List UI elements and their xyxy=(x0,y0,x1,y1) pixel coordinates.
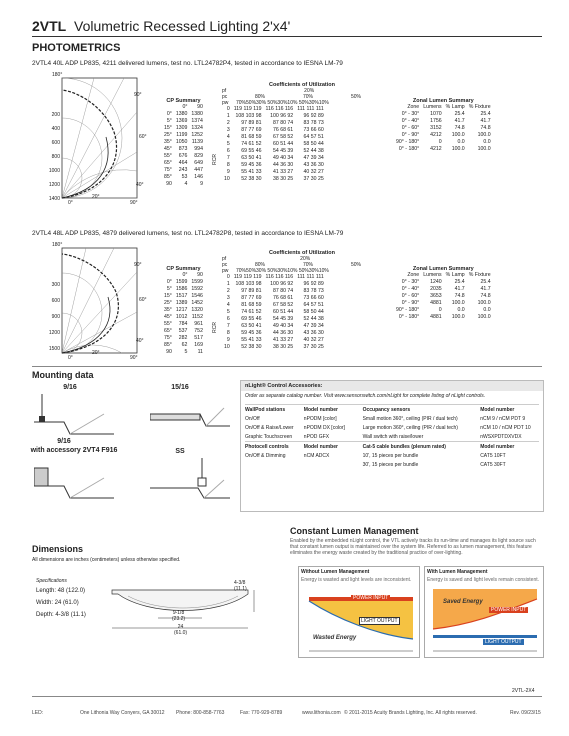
photometrics-title: PHOTOMETRICS xyxy=(32,42,121,54)
dim-24: 24 xyxy=(177,624,184,630)
zonal-row: 0° - 30° 1070 25.4 25.4 xyxy=(401,111,491,117)
cp-table-1 xyxy=(162,104,205,188)
table-header: 0° 90 xyxy=(182,272,203,278)
footer-led: LED: xyxy=(32,710,44,716)
spec-length: Length: 48 (122.0) xyxy=(36,588,86,594)
controls-row: On/Off & Raise/Lower nPODM DX [color] Large motion 360°, ceiling (PIR / dual tech) nCM 10 / nCM PDT 10 xyxy=(245,424,531,431)
cp-row: 25° 1389 1452 xyxy=(164,300,203,306)
radial-labels-1: 200 400 600 800 1000 1200 1400 xyxy=(48,112,60,202)
cu-row: 5 74 61 52 60 51 44 58 50 44 xyxy=(226,309,324,315)
controls-row: Graphic Touchscreen nPOD GFX Wall switch with raise/lower nWSXPDTDXVDX xyxy=(245,433,522,440)
cp-row: 35° 1217 1320 xyxy=(164,307,203,313)
cp-row: 0° 1380 1380 xyxy=(166,111,203,117)
footer-rule xyxy=(32,696,542,697)
footer-fax: Fax: 770-929-8789 xyxy=(240,710,283,716)
header-rule xyxy=(32,36,542,37)
zonal-row: 0° - 180° 4881 100.0 100.0 xyxy=(398,314,491,320)
polar-axis-40: 40° xyxy=(136,182,144,188)
cp-row: 35° 1050 1139 xyxy=(164,139,203,145)
cu-row: 6 69 55 46 54 45 39 52 44 38 xyxy=(226,148,324,154)
cp-row: 0° 1599 1599 xyxy=(166,279,203,285)
cu-row: 8 59 45 36 44 36 30 43 36 30 xyxy=(226,330,324,336)
cu-row: 1 108 103 98 100 96 92 96 92 89 xyxy=(226,113,324,119)
mount-fig1-label: 9/16 xyxy=(63,384,77,391)
polar-axis-60: 60° xyxy=(139,134,147,140)
model-code: 2VTL xyxy=(32,18,67,34)
controls-title: nLight® Control Accessories: xyxy=(241,381,543,391)
specs-title: Specifications xyxy=(36,578,67,584)
cu-row: 2 97 89 81 87 80 74 83 78 73 xyxy=(226,120,324,126)
cp-row: 90 4 9 xyxy=(166,181,203,187)
polar-plot-1 xyxy=(44,72,147,207)
dimensions-note: All dimensions are inches (centimeters) unless otherwise specified. xyxy=(32,557,181,563)
controls-row: Photocell controls Model number Cat-5 cable bundles (plenum rated) Model number xyxy=(245,441,539,451)
clm-with-panel: With Lumen Management Energy is saved and light levels remain consistent. Saved Energy POWER INPUT LIGHT OUTPUT xyxy=(424,566,544,658)
mount-fig3 xyxy=(34,458,114,500)
controls-row: WallPod stations Model number Occupancy sensors Model number xyxy=(245,404,539,414)
cp-row: 5° 1586 1592 xyxy=(166,286,203,292)
cu-table-2: Coefficients of Utilization pf 20% pc 80% 70% 50% pw 70%50%30% 50%30%10% 50%30%10% 0 119 119 119 116 116 116 111 111 111 1 108 103 98 100 96 92 96 92 89 2 97 89 81 87 80 74 83 78 73 3 87 77 69 76 68 61 73 66 60 4 81 68 59 67 58 52 64 57 51 5 74 61 52 60 51 44 58 50 44 6 69 55 46 54 45 39 52 44 38 7 63 50 41 49 40 34 47 39 34 8 59 45 36 44 36 30 43 36 30 9 55 41 33 41 33 27 40 32 27 10 52 38 30 38 30 25 37 30 25 RCR xyxy=(212,250,361,350)
footer-revision: Rev. 09/23/15 xyxy=(510,710,541,716)
cu-row: 1 108 103 98 100 96 92 96 92 89 xyxy=(226,281,324,287)
cp-row: 65° 464 649 xyxy=(164,160,203,166)
cp-row: 90 5 11 xyxy=(166,349,203,355)
product-title: Volumetric Recessed Lighting 2'x4' xyxy=(74,18,291,34)
cu-row: 10 52 38 30 38 30 25 37 30 25 xyxy=(224,344,324,350)
cp-row: 85° 53 146 xyxy=(164,174,203,180)
cp-row: 85° 62 169 xyxy=(164,342,203,348)
footer-copyright: © 2011-2015 Acuity Brands Lighting, Inc. All rights reserved. xyxy=(344,710,477,716)
test2-description: 2VTL4 48L ADP LP835, 4879 delivered lumens, test no. LTL24782P8, tested in accordance to IESNA LM-79 xyxy=(32,230,344,237)
controls-subtitle: Order as separate catalog number. Visit www.sensorswitch.com/nLight for complete listing of nLight controls. xyxy=(245,393,486,399)
page-id: 2VTL-2X4 xyxy=(512,688,535,694)
dimensions-title: Dimensions xyxy=(32,544,84,554)
polar-axis-90b: 90° xyxy=(130,200,138,206)
zonal-summary-1: Zonal Lumen Summary Zone Lumens % Lamp % Fixture 0° - 30° 1070 25.4 25.4 0° - 40° 1756 41.7 41.7 0° - 60° 3152 74.8 74.8 0° - 90° 4212 100.0 100.0 90° - 180° 0 0.0 0.0 0° - 180° 4212 100.0 100.0 xyxy=(396,98,491,152)
cp-row: 55° 676 829 xyxy=(164,153,203,159)
cp-row: 25° 1199 1252 xyxy=(164,132,203,138)
cu-row: 2 97 89 81 87 80 74 83 78 73 xyxy=(226,288,324,294)
cu-row: 3 87 77 69 76 68 61 73 66 60 xyxy=(226,295,324,301)
zonal-row: 0° - 40° 1756 41.7 41.7 xyxy=(401,118,491,124)
footer-address: One Lithonia Way Conyers, GA 30012 xyxy=(80,710,165,716)
polar-axis-180: 180° xyxy=(52,72,63,78)
zonal-summary-2: Zonal Lumen Summary Zone Lumens % Lamp % Fixture 0° - 30° 1240 25.4 25.4 0° - 40° 2035 41.7 41.7 0° - 60° 3653 74.8 74.8 0° - 90° 4881 100.0 100.0 90° - 180° 0 0.0 0.0 0° - 180° 4881 100.0 100.0 xyxy=(396,266,491,320)
mount-fig4 xyxy=(150,458,230,500)
cu-row: 0 119 119 119 116 116 116 111 111 111 xyxy=(226,106,324,112)
spec-width: Width: 24 (61.0) xyxy=(36,600,79,606)
zonal-row: 0° - 180° 4212 100.0 100.0 xyxy=(398,146,491,152)
spec-depth: Depth: 4-3/8 (11.1) xyxy=(36,612,86,618)
cp-row: 15° 1309 1324 xyxy=(164,125,203,131)
zonal-row: 90° - 180° 0 0.0 0.0 xyxy=(396,307,491,313)
zonal-row: 0° - 90° 4212 100.0 100.0 xyxy=(401,132,491,138)
zonal-row: 0° - 90° 4881 100.0 100.0 xyxy=(401,300,491,306)
cu-row: 9 55 41 33 41 33 27 40 32 27 xyxy=(226,169,324,175)
zonal-row: 0° - 60° 3152 74.8 74.8 xyxy=(401,125,491,131)
radial-labels-2: 300 600 900 1200 1500 xyxy=(48,282,60,352)
polar-axis-20: 20° xyxy=(92,194,100,200)
mount-fig4-label: SS xyxy=(175,448,185,455)
controls-row: On/Off & Dimming nCM ADCX 10', 15 pieces per bundle CAT5 10FT xyxy=(245,452,506,459)
cu-row: 10 52 38 30 38 30 25 37 30 25 xyxy=(224,176,324,182)
cu-row: 8 59 45 36 44 36 30 43 36 30 xyxy=(226,162,324,168)
table-header: Zone Lumens % Lamp % Fixture xyxy=(407,104,491,110)
cp-summary-2: CP Summary 0° 90 0° 1599 1599 5° 1586 1592 15° 1517 1546 25° 1389 1452 35° 1217 1320 45° 1012 1152 55° 784 961 65° 537 752 75° 282 517 85° 62 169 90 5 11 xyxy=(164,266,203,355)
mounting-title: Mounting data xyxy=(32,370,94,380)
polar-axis-90: 90° xyxy=(134,92,142,98)
nlight-controls-box xyxy=(240,380,544,512)
dimension-drawing: 9-1/8 (23.2) 24 (61.0) 4-3/8 (11.1) xyxy=(108,576,258,638)
clm-title: Constant Lumen Management xyxy=(290,526,419,536)
mount-fig2 xyxy=(150,394,230,436)
cu-row: 7 63 50 41 49 40 34 47 39 34 xyxy=(226,155,324,161)
controls-row: 30', 15 pieces per bundle CAT5 30FT xyxy=(362,461,506,468)
controls-row: On/Off nPODM [color] Small motion 360°, ceiling (PIR / dual tech) nCM 9 / nCM PDT 9 xyxy=(245,415,526,422)
mount-fig1 xyxy=(34,394,114,436)
mount-fig2-label: 15/16 xyxy=(171,384,189,391)
cp-row: 65° 537 752 xyxy=(164,328,203,334)
cu-row: 6 69 55 46 54 45 39 52 44 38 xyxy=(226,316,324,322)
cu-row: 9 55 41 33 41 33 27 40 32 27 xyxy=(226,337,324,343)
cp-row: 45° 873 994 xyxy=(164,146,203,152)
footer-phone: Phone: 800-858-7763 xyxy=(176,710,225,716)
zonal-row: 0° - 60° 3653 74.8 74.8 xyxy=(401,293,491,299)
dim-4-3-8: 4-3/8 xyxy=(234,580,246,586)
controls-table xyxy=(241,401,543,472)
mounting-rule xyxy=(32,366,542,367)
cp-row: 15° 1517 1546 xyxy=(164,293,203,299)
clm-without-panel: Without Lumen Management Energy is wasted and light levels are inconsistent. POWER INPUT LIGHT OUTPUT Wasted Energy xyxy=(298,566,420,658)
cu-row: 4 81 68 59 67 58 52 64 57 51 xyxy=(226,134,324,140)
cu-row: 0 119 119 119 116 116 116 111 111 111 xyxy=(226,274,324,280)
cu-row: 7 63 50 41 49 40 34 47 39 34 xyxy=(226,323,324,329)
clm-description: Enabled by the embedded nLight control, the VTL actively tracks its run-time and manages its light source such that constant lumen output is maintained over the system life. Referred to as lumen management, this feature eliminates the energy waste created by the traditional practice of over-lighting. xyxy=(290,538,536,556)
test1-description: 2VTL4 40L ADP LP835, 4211 delivered lumens, test no. LTL24782P4, tested in accordance to IESNA LM-79 xyxy=(32,60,343,67)
cu-row: 3 87 77 69 76 68 61 73 66 60 xyxy=(226,127,324,133)
cu-table-1: Coefficients of Utilization pf 20% pc 80% 70% 50% pw 70%50%30% 50%30%10% 50%30%10% 0 119 119 119 116 116 116 111 111 111 1 108 103 98 100 96 92 96 92 89 2 97 89 81 87 80 74 83 78 73 3 87 77 69 76 68 61 73 66 60 4 81 68 59 67 58 52 64 57 51 5 74 61 52 60 51 44 58 50 44 6 69 55 46 54 45 39 52 44 38 7 63 50 41 49 40 34 47 39 34 8 59 45 36 44 36 30 43 36 30 9 55 41 33 41 33 27 40 32 27 10 52 38 30 38 30 25 37 30 25 RCR xyxy=(212,82,361,182)
cp-row: 75° 243 447 xyxy=(164,167,203,173)
footer-web[interactable]: www.lithonia.com xyxy=(302,710,341,716)
zonal-row: 90° - 180° 0 0.0 0.0 xyxy=(396,139,491,145)
rcr-label: RCR xyxy=(212,154,218,165)
zonal-row: 0° - 40° 2035 41.7 41.7 xyxy=(401,286,491,292)
zonal-row: 0° - 30° 1240 25.4 25.4 xyxy=(401,279,491,285)
cp-row: 5° 1369 1374 xyxy=(166,118,203,124)
cp-row: 55° 784 961 xyxy=(164,321,203,327)
mount-fig3-accessory: with accessory 2VT4 F916 xyxy=(30,447,118,454)
page-title xyxy=(32,18,290,34)
table-header: Zone Lumens % Lamp % Fixture xyxy=(407,272,491,278)
polar-plot-2: 180° 90° 60° 40° 0° 20° 90° 300 600 900 1200 1500 xyxy=(44,242,144,362)
cp-row: 75° 282 517 xyxy=(164,335,203,341)
table-header: 0° 90 xyxy=(182,104,203,110)
dim-9-1-8: 9-1/8 xyxy=(172,610,185,616)
cp-row: 45° 1012 1152 xyxy=(164,314,203,320)
cu-row: 4 81 68 59 67 58 52 64 57 51 xyxy=(226,302,324,308)
polar-axis-0: 0° xyxy=(68,200,73,206)
cu-row: 5 74 61 52 60 51 44 58 50 44 xyxy=(226,141,324,147)
cp-summary-1: CP Summary 0° 90 0° 1380 1380 5° 1369 1374 15° 1309 1324 25° 1199 1252 35° 1050 1139 45° 873 994 55° 676 829 65° 464 649 75° 243 447 85° 53 146 90 4 9 xyxy=(164,98,203,187)
mount-fig3-label: 9/16 xyxy=(57,438,71,445)
